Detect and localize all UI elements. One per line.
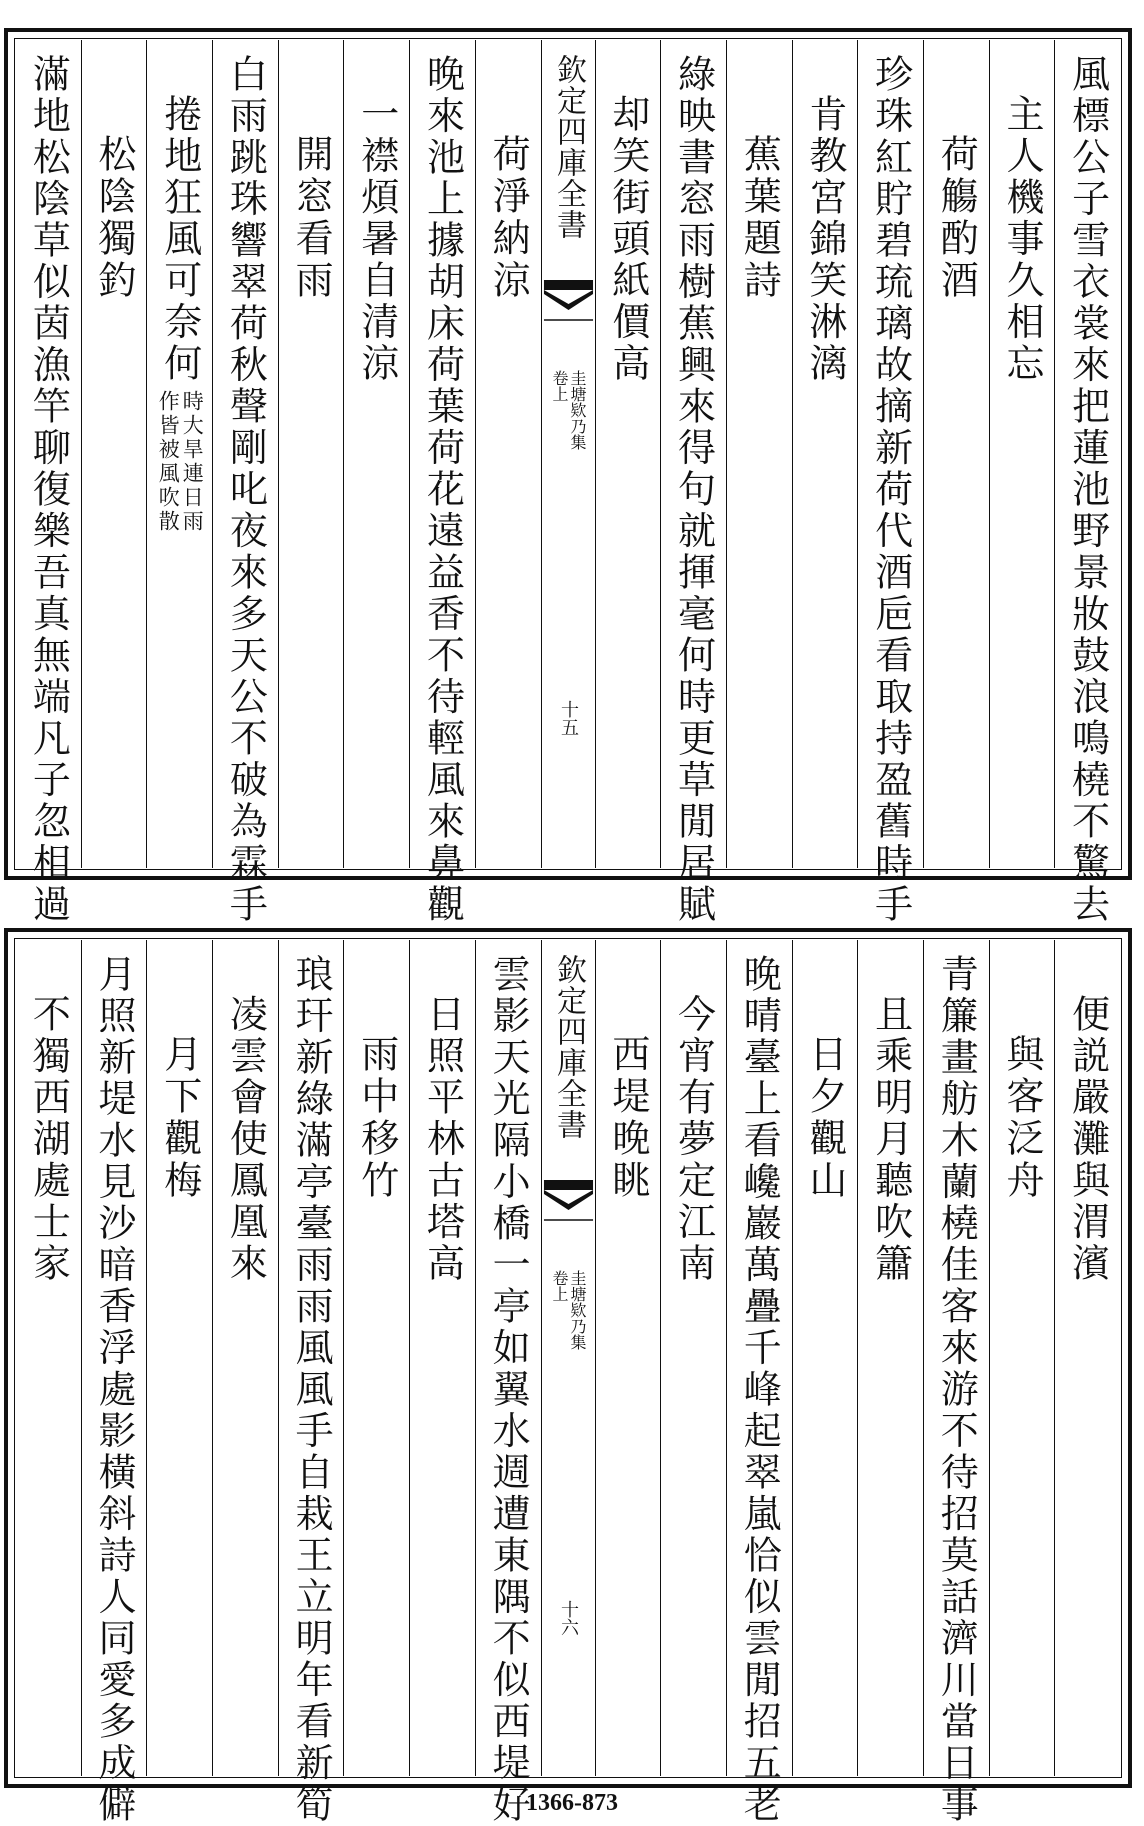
poem-title-column (596, 940, 662, 1776)
verse-line: 晚晴臺上看巉巖萬疊千峰起翠嵐恰似雲閒招五老 (737, 954, 782, 1826)
verse-line: 月照新堤水見沙暗香浮處影橫斜詩人同愛多成僻 (92, 954, 137, 1826)
collection-label-line: 卷上 (550, 1270, 569, 1302)
verse-line: 白雨跳珠響翠荷秋聲剛叱夜來多天公不破為霖手 (223, 54, 268, 926)
folio-number: 十六 (558, 1600, 579, 1636)
text-column (661, 40, 727, 926)
verse-line: 便説嚴灘與渭濱 (1065, 994, 1110, 1285)
verse-line: 却笑街頭紙價高 (605, 94, 650, 385)
collection-label (551, 1270, 585, 1350)
text-column (16, 40, 82, 926)
poem-title: 荷觴酌酒 (934, 134, 979, 302)
text-column (727, 940, 793, 1826)
text-column (924, 940, 990, 1826)
poem-title-column (279, 40, 345, 868)
verse-line: 今宵有夢定江南 (671, 994, 716, 1285)
text-column (596, 40, 662, 868)
poem-title: 日夕觀山 (802, 1034, 847, 1202)
text-column (858, 40, 924, 926)
poem-title: 松陰獨釣 (92, 134, 137, 302)
collection-label (551, 370, 585, 450)
verse-line: 雲影天光隔小橋一亭如翼水週遭東隅不似西堤好 (486, 954, 531, 1826)
text-column (16, 940, 82, 1776)
text-column (1055, 940, 1120, 1776)
text-column (476, 940, 542, 1826)
verse-line: 一襟煩暑自清涼 (354, 94, 399, 385)
verse-line: 晚來池上據胡床荷葉荷花遠益香不待輕風來鼻觀 (420, 54, 465, 926)
verse-line: 日照平林古塔高 (420, 994, 465, 1285)
fishtail-mark-icon (542, 1180, 595, 1222)
poem-title: 蕉葉題詩 (737, 134, 782, 302)
verse-line: 青簾畫舫木蘭橈佳客來游不待招莫話濟川當日事 (934, 954, 979, 1826)
text-column (213, 40, 279, 926)
page-number: 1366-873 (526, 1790, 618, 1816)
poem-title-column (990, 940, 1056, 1776)
text-column (661, 940, 727, 1776)
text-column (279, 940, 345, 1826)
folio-number: 十五 (558, 700, 579, 736)
poem-title-column (924, 40, 990, 868)
text-column (1055, 40, 1120, 926)
collection-label-line: 圭塘欵乃集 (568, 370, 587, 450)
verse-line: 不獨西湖處士家 (26, 994, 71, 1285)
verse-line: 綠映書窓雨樹蕉興來得句就揮毫何時更草閒居賦 (671, 54, 716, 926)
fishtail-mark-icon (542, 280, 595, 322)
note-line: 作皆被風吹散 (156, 390, 181, 534)
verse-line: 珍珠紅貯碧琉璃故摘新荷代酒巵看取持盈舊時手 (868, 54, 913, 926)
text-column (990, 40, 1056, 868)
verse-line: 捲地狂風可奈何 (157, 94, 202, 385)
verse-line: 滿地松陰草似茵漁竿聊復樂吾真無端凡子忽相過 (26, 54, 71, 926)
text-column (82, 940, 148, 1826)
verse-line: 主人機事久相忘 (999, 94, 1044, 385)
book-title: 欽定四庫全書 (551, 954, 586, 1140)
poem-title-column (476, 40, 542, 868)
poem-title-column (727, 40, 793, 868)
text-column (147, 40, 213, 868)
collection-label-line: 卷上 (550, 370, 569, 402)
verse-line: 肯教宮錦笑淋漓 (802, 94, 847, 385)
text-column (213, 940, 279, 1776)
poem-title: 雨中移竹 (354, 1034, 399, 1202)
verse-line: 凌雲會使鳳凰來 (223, 994, 268, 1285)
note-line: 時大旱連日雨 (180, 390, 205, 534)
top-columns (16, 40, 1120, 926)
poem-title: 與客泛舟 (999, 1034, 1044, 1202)
text-column (344, 40, 410, 868)
text-column (858, 940, 924, 1776)
poem-title-column (793, 940, 859, 1776)
collection-label-line: 圭塘欵乃集 (568, 1270, 587, 1350)
verse-line: 且乘明月聽吹簫 (868, 994, 913, 1285)
poem-title-column (344, 940, 410, 1776)
poem-title: 開窓看雨 (289, 134, 334, 302)
poem-title-column (82, 40, 148, 868)
center-fold-column (542, 40, 596, 868)
poem-title: 月下觀梅 (157, 1034, 202, 1202)
text-column (793, 40, 859, 868)
poem-title-column (147, 940, 213, 1776)
interlinear-note (156, 390, 205, 534)
top-page-panel (4, 28, 1132, 926)
poem-title: 西堤晚眺 (605, 1034, 650, 1202)
center-fold-column (542, 940, 596, 1776)
verse-line: 風標公子雪衣裳來把蓮池野景妝鼓浪鳴橈不驚去 (1065, 54, 1110, 926)
book-title: 欽定四庫全書 (551, 54, 586, 240)
poem-title: 荷淨納涼 (486, 134, 531, 302)
verse-line: 琅玕新綠滿亭臺雨雨風風手自栽王立明年看新筍 (289, 954, 334, 1826)
text-column (410, 40, 476, 926)
text-column (410, 940, 476, 1776)
